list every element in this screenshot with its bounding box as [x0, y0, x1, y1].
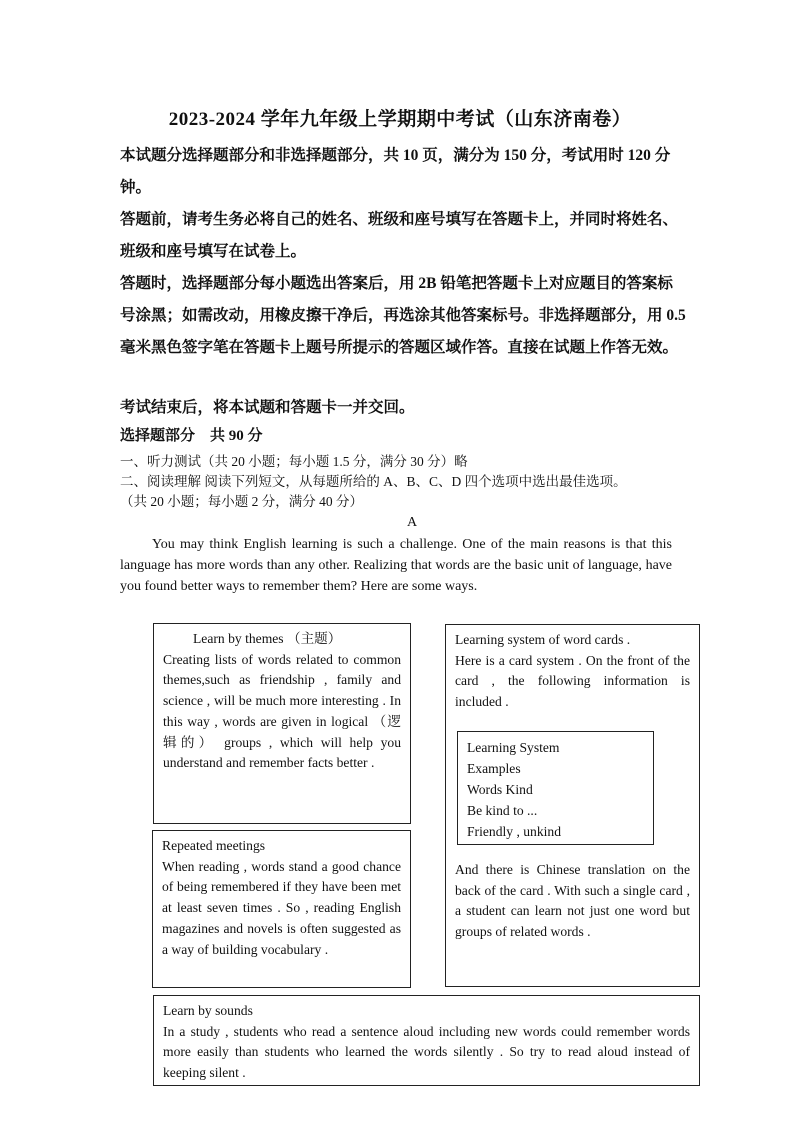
- box-repeated-meetings: [152, 830, 411, 988]
- box-cards-heading: Learning system of word cards .: [455, 632, 631, 647]
- box-themes-heading: Learn by themes （主题）: [193, 631, 342, 646]
- word-card: [457, 731, 654, 845]
- box-cards-after: And there is Chinese translation on the back of the card . With such a single card , a student can learn not just one word but groups of related words .: [455, 862, 690, 940]
- instruction-3: 答题时，选择题部分每小题选出答案后，用 2B 铅笔把答题卡上对应题目的答案标号涂黑；如需改动，用橡皮擦干净后，再选涂其他答案标号。非选择题部分，用 0.5 毫米黑色签字笔在答题卡上题号所提示的答题区域作答。直接在试题上作答无效。: [120, 275, 686, 356]
- word-card-line: Learning System: [467, 740, 560, 755]
- section-heading: 选择题部分 共 90 分: [120, 428, 263, 444]
- box-repeated-body: When reading , words stand a good chance of being remembered if they have been met at least seven times . So , reading English magazines and novels is often suggested as a way of building vocabulary .: [162, 858, 401, 957]
- box-sounds-heading: Learn by sounds: [163, 1003, 253, 1018]
- word-card-line: Be kind to ...: [467, 803, 538, 818]
- part1-heading: 一、听力测试（共 20 小题；每小题 1.5 分，满分 30 分）略: [120, 454, 468, 469]
- instruction-1: 本试题分选择题部分和非选择题部分，共 10 页，满分为 150 分，考试用时 120 分钟。: [120, 147, 671, 196]
- box-sounds-body: In a study , students who read a sentence aloud including new words could remember words more easily than students who learned the words silently . So try to read aloud instead of keeping silent .: [163, 1023, 690, 1081]
- box-themes-body: Creating lists of words related to common themes,such as friendship , family and science , will be much more interesting . In this way , words are given in logical （逻辑的） groups , which will help you understand and remember facts better .: [163, 651, 401, 771]
- box-word-cards: [445, 624, 700, 987]
- part2-heading: 二、阅读理解 阅读下列短文，从每题所给的 A、B、C、D 四个选项中选出最佳选项。: [120, 474, 627, 489]
- page-title: 2023-2024 学年九年级上学期期中考试（山东济南卷）: [168, 109, 632, 130]
- word-card-line: Friendly , unkind: [467, 824, 562, 839]
- box-cards-body: Here is a card system . On the front of the card , the following information is included .: [455, 652, 690, 710]
- passage-letter: A: [407, 515, 418, 530]
- passage-intro: You may think English learning is such a challenge. One of the main reasons is that this language has more words than any other. Realizing that words are the basic unit of language, have you found better ways to remember them? Here are some ways.: [120, 537, 672, 594]
- box-learn-by-sounds: [153, 995, 700, 1086]
- box-repeated-heading: Repeated meetings: [162, 838, 266, 853]
- part2-subheading: （共 20 小题；每小题 2 分，满分 40 分）: [120, 494, 363, 509]
- instruction-4: 考试结束后，将本试题和答题卡一并交回。: [120, 399, 415, 416]
- box-learn-by-themes: [153, 623, 411, 824]
- word-card-line: Examples: [467, 761, 521, 776]
- instruction-2: 答题前，请考生务必将自己的姓名、班级和座号填写在答题卡上，并同时将姓名、班级和座号填写在试卷上。: [120, 211, 679, 260]
- word-card-line: Words Kind: [467, 782, 533, 797]
